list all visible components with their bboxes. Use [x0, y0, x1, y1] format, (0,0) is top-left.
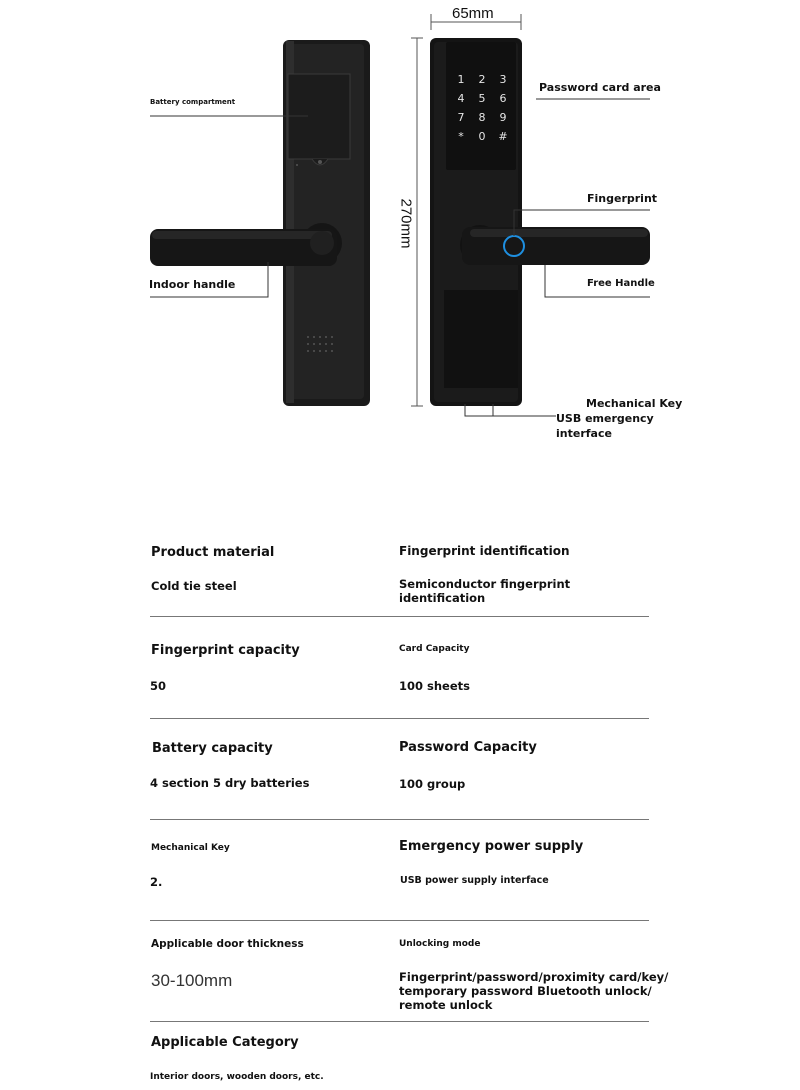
spec-value: identification	[399, 591, 486, 605]
outdoor-handle	[460, 225, 650, 265]
keypad-key: 3	[499, 73, 507, 86]
spec-value: temporary password Bluetooth unlock/	[399, 984, 652, 998]
keypad-key: 1	[457, 73, 465, 86]
row-divider	[150, 819, 649, 820]
keypad-key: 9	[499, 111, 507, 124]
spec-label: Fingerprint identification	[399, 544, 570, 558]
keypad-key: *	[458, 130, 464, 143]
fingerprint-callout: Fingerprint	[587, 192, 658, 205]
keypad-key: 7	[457, 111, 465, 124]
spec-value: remote unlock	[399, 998, 493, 1012]
usb-emergency-callout: USB emergency	[556, 412, 654, 425]
password-card-area-callout: Password card area	[539, 81, 661, 94]
mechanical-key-callout: Mechanical Key	[586, 397, 683, 410]
spec-label: Mechanical Key	[151, 843, 230, 853]
width-dimension-label: 65mm	[452, 5, 494, 22]
spec-label: Applicable Category	[151, 1035, 299, 1050]
spec-label: Battery capacity	[152, 741, 273, 756]
spec-value: 50	[150, 679, 167, 693]
spec-label: Fingerprint capacity	[151, 643, 300, 658]
keypad-key: 2	[478, 73, 486, 86]
keypad-key: 0	[478, 130, 486, 143]
battery-cover	[288, 74, 350, 166]
height-dimension-label: 270mm	[397, 198, 415, 249]
row-divider	[150, 718, 649, 719]
indoor-handle-callout: Indoor handle	[149, 278, 236, 291]
row-divider	[150, 1021, 649, 1022]
spec-label: Card Capacity	[399, 644, 470, 654]
spec-value: 30-100mm	[151, 971, 233, 990]
keypad-key: #	[498, 130, 508, 143]
spec-value: Semiconductor fingerprint	[399, 577, 571, 591]
spec-value: 100 group	[399, 777, 466, 791]
spec-value: Fingerprint/password/proximity card/key/	[399, 970, 669, 984]
spec-label: Unlocking mode	[399, 939, 481, 949]
spec-label: Product material	[151, 545, 275, 560]
spec-value: 2.	[150, 875, 163, 889]
usb-interface-callout: interface	[556, 427, 612, 440]
indoor-handle	[150, 223, 342, 266]
battery-compartment-callout: Battery compartment	[150, 98, 236, 106]
row-divider	[150, 920, 649, 921]
keypad-key: 8	[478, 111, 486, 124]
keypad-key: 5	[478, 92, 486, 105]
spec-value: Cold tie steel	[151, 579, 237, 593]
spec-value: 4 section 5 dry batteries	[150, 776, 310, 790]
free-handle-callout: Free Handle	[587, 278, 655, 289]
spec-value: Interior doors, wooden doors, etc.	[150, 1072, 324, 1082]
keypad-key: 4	[457, 92, 465, 105]
outdoor-lock-body	[430, 38, 522, 406]
spec-value: USB power supply interface	[400, 875, 549, 886]
spec-value: 100 sheets	[399, 679, 470, 693]
spec-label: Emergency power supply	[399, 839, 584, 854]
row-divider	[150, 616, 649, 617]
spec-label: Password Capacity	[399, 740, 537, 755]
spec-label: Applicable door thickness	[151, 938, 304, 950]
keypad-key: 6	[499, 92, 507, 105]
